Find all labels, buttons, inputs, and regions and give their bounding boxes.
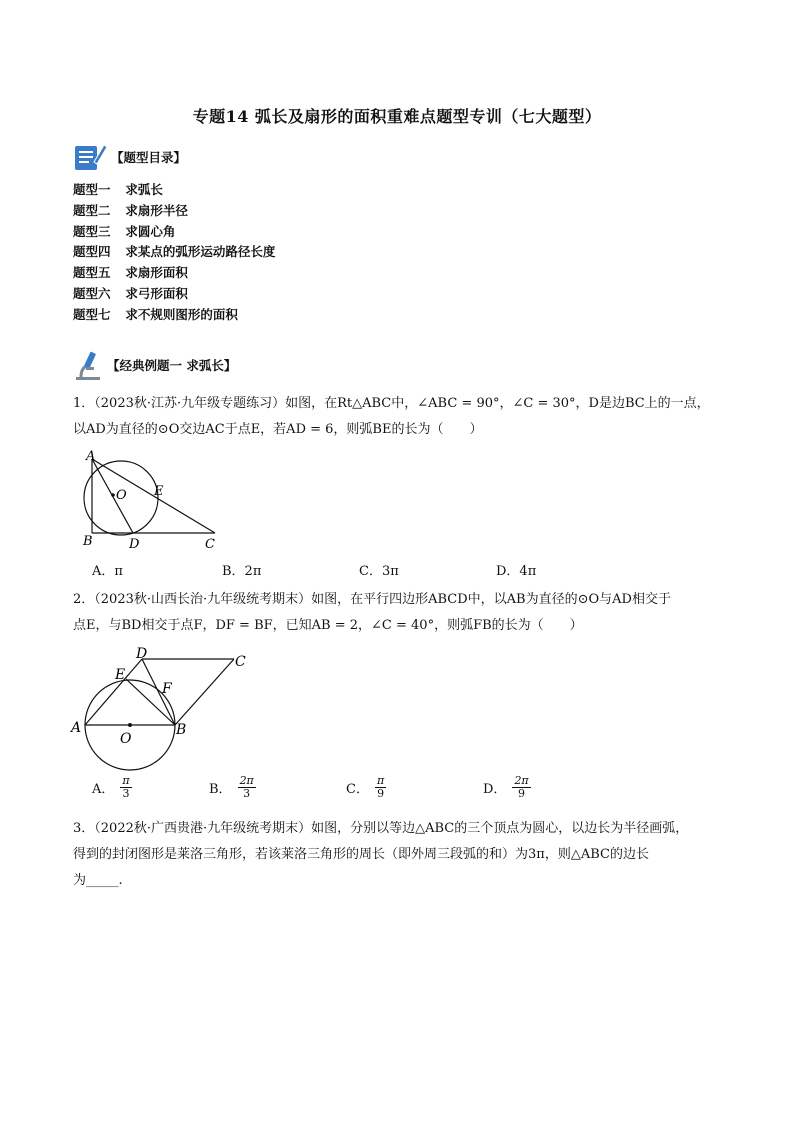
- question-3-line1: 3．（2022秋·广西贵港·九年级统考期末）如图，分别以等边△ABC的三个顶点为圆心，以边长为半径画弧，: [73, 821, 689, 836]
- section1-heading-row: [73, 349, 236, 381]
- q1-option-c[interactable]: C．3π: [359, 564, 399, 579]
- question-3-line2: 得到的封闭图形是莱洛三角形，若该莱洛三角形的周长（即外周三段弧的和）为3π，则△ABC的边长: [73, 847, 649, 862]
- q1-option-d[interactable]: D．4π: [496, 564, 537, 579]
- toc-item: 题型二 求扇形半径: [73, 202, 188, 218]
- question-2: [73, 587, 733, 639]
- toc-item: 题型一 求弧长: [73, 182, 163, 197]
- label-E: E: [154, 484, 164, 499]
- toc-heading: 【题型目录】: [111, 150, 187, 165]
- toc-item: 题型七 求不规则图形的面积: [73, 306, 238, 322]
- label-B: B: [176, 722, 187, 738]
- label-C: C: [205, 537, 215, 552]
- toc-item: 题型六 求弓形面积: [73, 285, 188, 301]
- question-2-options: [92, 775, 732, 800]
- label-D: D: [129, 537, 140, 552]
- label-F: F: [162, 681, 172, 697]
- q2-option-d[interactable]: D． $\frac{2\pi}{9}$: [483, 774, 529, 800]
- toc-item: 题型四 求某点的弧形运动路径长度: [73, 244, 276, 260]
- question-1-figure: [70, 448, 230, 552]
- notebook-pencil-icon: [73, 142, 107, 172]
- question-1-line2: 以AD为直径的⊙O交边AC于点E，若AD = 6，则弧BE的长为（ ）: [73, 422, 483, 437]
- question-2-line1: 2．（2023秋·山西长治·九年级统考期末）如图，在平行四边形ABCD中，以AB为直径的⊙O与AD相交于: [73, 592, 671, 607]
- section1-heading: 【经典例题一 求弧长】: [107, 358, 237, 373]
- label-D: D: [136, 646, 148, 662]
- label-O: O: [120, 731, 132, 747]
- label-A: A: [71, 720, 82, 736]
- toc-heading-row: [73, 142, 186, 172]
- label-O: O: [116, 488, 127, 503]
- page-title: 专题14 弧长及扇形的面积重难点题型专训（七大题型）: [192, 107, 602, 126]
- microscope-icon: [73, 349, 103, 381]
- question-3-line3: 为_____.: [73, 873, 123, 888]
- question-1: [73, 391, 733, 443]
- q2-option-a[interactable]: A． $\frac{\pi}{3}$: [92, 774, 130, 800]
- question-1-line1: 1．（2023秋·江苏·九年级专题练习）如图，在Rt△ABC中，∠ABC = 90°，∠C = 30°，D是边BC上的一点，: [73, 396, 710, 411]
- question-1-options: [92, 560, 732, 579]
- toc-item: 题型五 求扇形面积: [73, 265, 188, 281]
- q1-option-a[interactable]: A．π: [92, 564, 123, 579]
- label-C: C: [235, 654, 246, 670]
- question-2-line2: 点E，与BD相交于点F，DF = BF，已知AB = 2，∠C = 40°，则弧FB的长为（ ）: [73, 618, 583, 633]
- toc-list: [73, 180, 275, 326]
- label-B: B: [83, 534, 93, 549]
- label-A: A: [86, 449, 96, 464]
- toc-item: 题型三 求圆心角: [73, 223, 176, 239]
- question-3: [73, 816, 733, 894]
- q2-option-c[interactable]: C． $\frac{\pi}{9}$: [346, 774, 385, 800]
- q1-option-b[interactable]: B．2π: [222, 564, 262, 579]
- label-E: E: [115, 667, 126, 683]
- q2-option-b[interactable]: B． $\frac{2\pi}{3}$: [209, 774, 254, 800]
- question-2-figure: [68, 645, 268, 775]
